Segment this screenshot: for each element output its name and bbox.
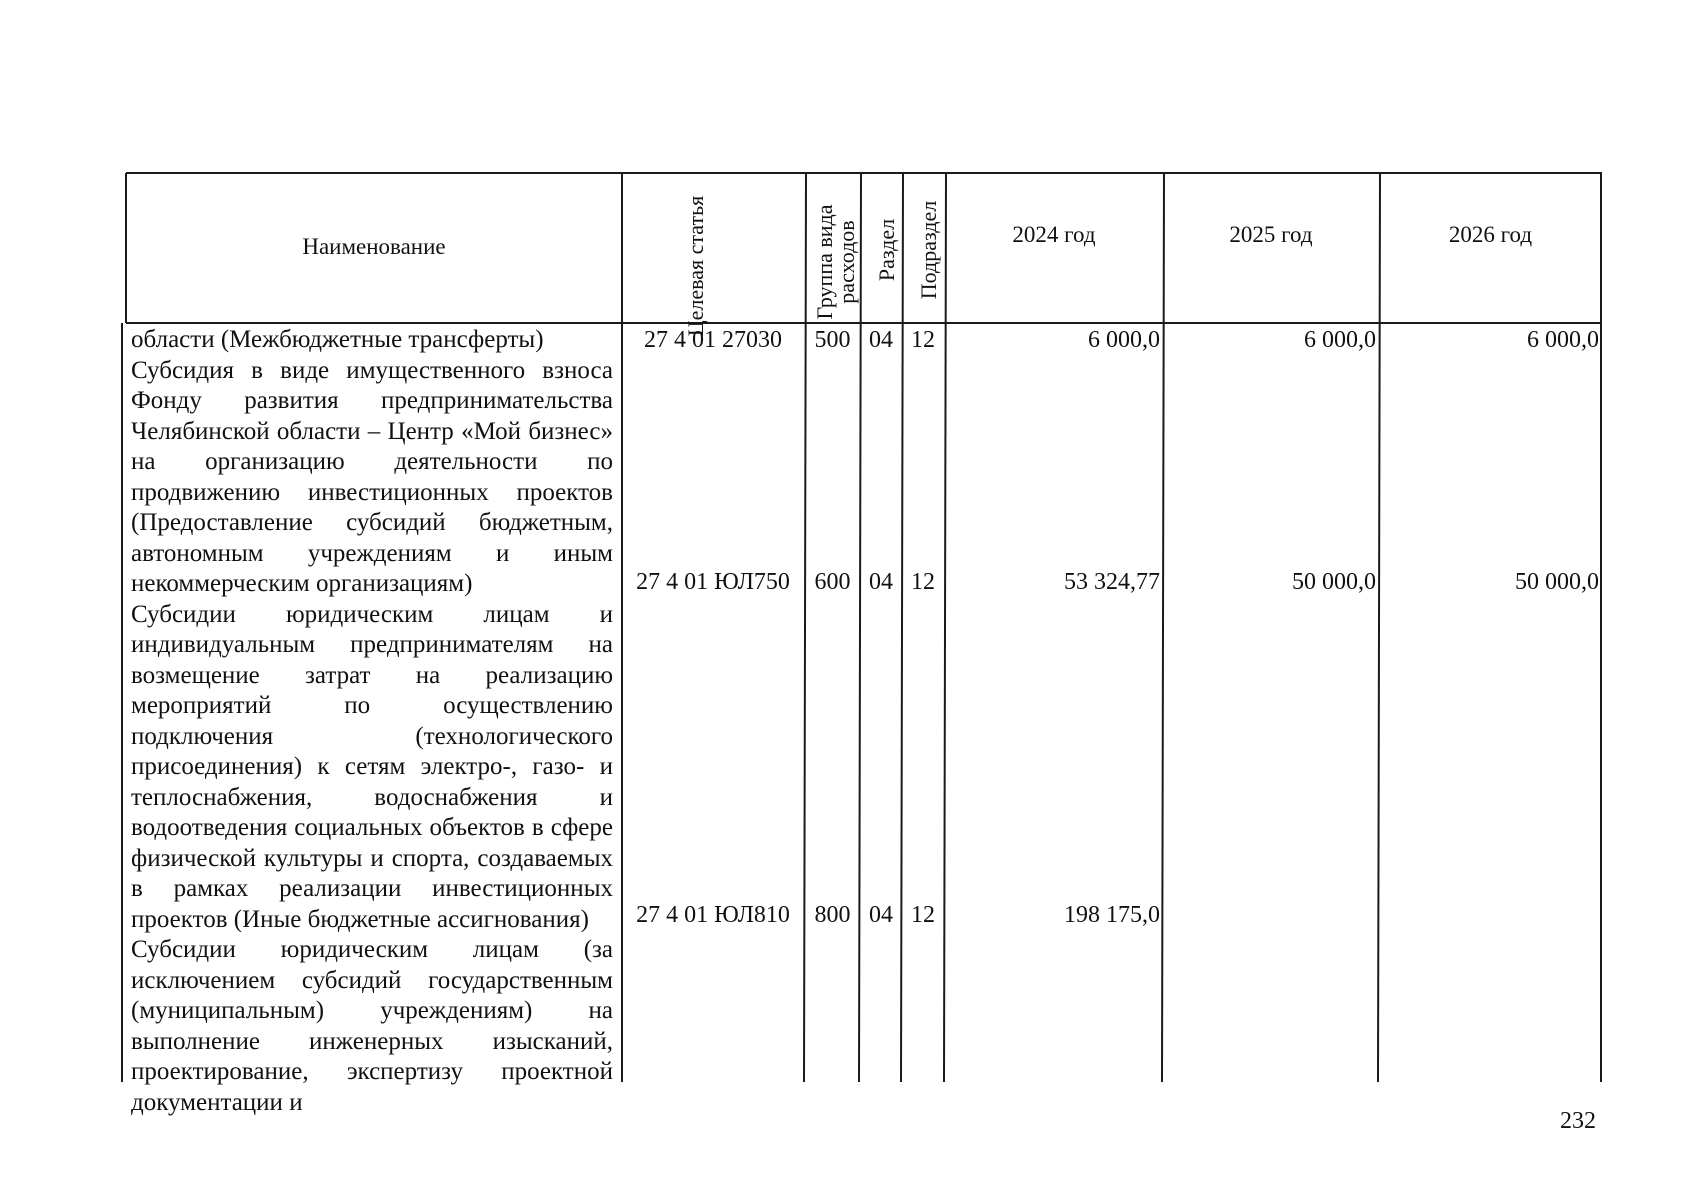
row2-2025: 50 000,0 bbox=[1292, 569, 1376, 595]
row1-2024: 6 000,0 bbox=[1088, 327, 1160, 353]
header-target-article: Целевая статья bbox=[683, 195, 708, 337]
name-paragraph: Субсидии юридическим лицам и индивидуальным предпринимателям на возмещение затрат на реализацию мероприятий по осуществлению подключения (технологического присоединения) к сетям электро-, газо- и теплоснабжения, водоснабжения и водоотведения социальных объектов в сфере физической культуры и спорта, создаваемых в рамках реализации инвестиционных проектов (Иные бюджетные ассигнования) bbox=[131, 600, 613, 933]
header-2026: 2026 год bbox=[1448, 222, 1533, 247]
row2-target-article: 27 4 01 ЮЛ750 bbox=[636, 569, 790, 595]
name-column bbox=[131, 325, 613, 1118]
header-2025: 2025 год bbox=[1229, 222, 1313, 247]
row1-2025: 6 000,0 bbox=[1304, 327, 1376, 353]
row2-subsection: 12 bbox=[911, 569, 935, 595]
row3-expense-group: 800 bbox=[814, 902, 851, 928]
name-paragraph: области (Межбюджетные трансферты) bbox=[131, 326, 544, 353]
row3-2024: 198 175,0 bbox=[1064, 902, 1160, 928]
header-expense-group: Группа вида расходов bbox=[812, 204, 859, 320]
row2-2024: 53 324,77 bbox=[1064, 569, 1160, 595]
name-paragraph: Субсидии юридическим лицам (за исключением субсидий государственным (муниципальным) учреждениям) на выполнение инженерных изысканий, проектирование, экспертизу проектной документации и bbox=[131, 936, 613, 1116]
header-2024: 2024 год bbox=[1012, 222, 1096, 247]
row3-section: 04 bbox=[869, 902, 893, 928]
header-section: Раздел bbox=[874, 218, 899, 282]
row1-section: 04 bbox=[869, 327, 893, 353]
row1-target-article: 27 4 01 27030 bbox=[644, 327, 782, 353]
row2-2026: 50 000,0 bbox=[1515, 569, 1599, 595]
row2-section: 04 bbox=[869, 569, 893, 595]
header-subsection: Подраздел bbox=[916, 200, 941, 300]
name-paragraph: Субсидия в виде имущественного взноса Фонду развития предпринимательства Челябинской области – Центр «Мой бизнес» на организацию деятельности по продвижению инвестиционных проектов (Предоставление субсидий бюджетным, автономным учреждениям и иным некоммерческим организациям) bbox=[131, 356, 613, 597]
row1-2026: 6 000,0 bbox=[1527, 327, 1599, 353]
row2-expense-group: 600 bbox=[814, 569, 851, 595]
row3-subsection: 12 bbox=[911, 902, 935, 928]
row3-target-article: 27 4 01 ЮЛ810 bbox=[636, 902, 790, 928]
row1-subsection: 12 bbox=[911, 327, 935, 353]
page-number: 232 bbox=[1560, 1108, 1596, 1134]
row1-expense-group: 500 bbox=[814, 327, 851, 353]
header-name: Наименование bbox=[302, 234, 446, 259]
